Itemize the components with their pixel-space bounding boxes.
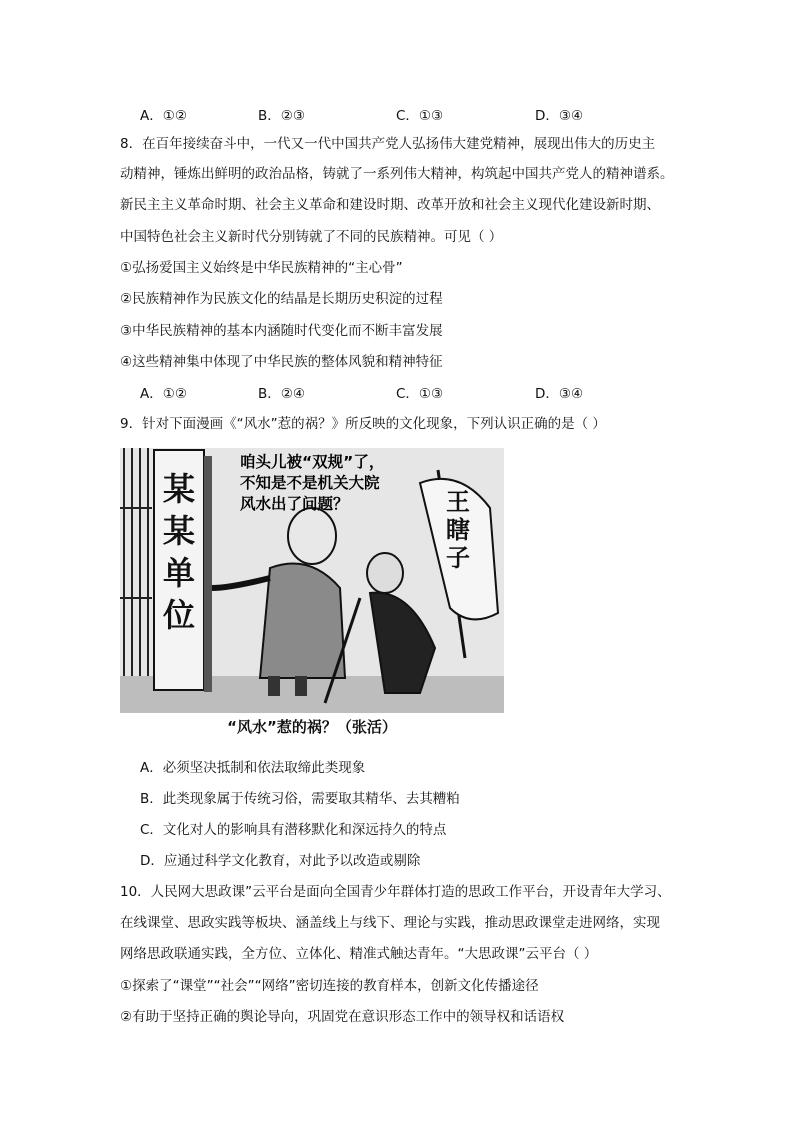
sign-char: 位 [162,596,195,634]
sign-char: 单 [162,554,195,592]
q10-statement-1: ①探索了“课堂”“社会”“网络”密切连接的教育样本，创新文化传播途径 [120,978,539,994]
q10-stem-line-1: 10．人民网大思政课”云平台是面向全国青少年群体打造的思政工作平台，开设青年大学习、 [120,884,671,900]
banner-char: 子 [446,544,470,572]
bubble-line: 不知是不是机关大院 [240,474,380,492]
q7-options [140,104,700,126]
fortune-teller-banner [438,488,478,572]
q10-stem-line-2: 在线课堂、思政实践等板块、涵盖线上与线下、理论与实践，推动思政课堂走进网络，实现 [120,915,660,931]
bubble-line: 咱头儿被“双规”了， [240,453,385,471]
q7-option-b: B．②③ [258,108,305,124]
q9-option-d: D．应通过科学文化教育，对此予以改造或剔除 [140,853,421,869]
cartoon-caption: “风水”惹的祸？（张活） [227,718,397,736]
q8-stem-line-3: 新民主主义革命时期、社会主义革命和建设时期、改革开放和社会主义现代化建设新时期、 [120,197,660,213]
speech-bubble [240,452,440,515]
q8-options [140,382,700,404]
banner-char: 瞎 [446,516,470,544]
q8-stem-line-1: 8．在百年接续奋斗中，一代又一代中国共产党人弘扬伟大建党精神，展现出伟大的历史主 [120,136,656,152]
q8-statement-3: ③中华民族精神的基本内涵随时代变化而不断丰富发展 [120,323,443,339]
q8-option-d: D．③④ [535,386,584,402]
bubble-line: 风水出了问题？ [240,495,349,513]
q7-option-c: C．①③ [396,108,444,124]
q9-option-c: C．文化对人的影响具有潜移默化和深远持久的特点 [140,822,447,838]
banner-char: 王 [446,488,470,516]
q10-stem-line-3: 网络思政联通实践，全方位、立体化、精准式触达青年。“大思政课”云平台（ ） [120,946,598,962]
q8-statement-2: ②民族精神作为民族文化的结晶是长期历史积淀的过程 [120,291,443,307]
q8-option-a: A．①② [140,386,187,402]
q9-option-b: B．此类现象属于传统习俗，需要取其精华、去其糟粕 [140,791,460,807]
q10-statement-2: ②有助于坚持正确的舆论导向，巩固党在意识形态工作中的领导权和话语权 [120,1009,565,1025]
q8-option-c: C．①③ [396,386,444,402]
q7-option-a: A．①② [140,108,187,124]
q7-option-d: D．③④ [535,108,584,124]
q8-stem-line-4: 中国特色社会主义新时代分别铸就了不同的民族精神。可见（ ） [120,229,503,245]
q8-option-b: B．②④ [258,386,305,402]
q8-stem-line-2: 动精神，锤炼出鲜明的政治品格，铸就了一系列伟大精神，构筑起中国共产党人的精神谱系。 [120,166,674,182]
unit-sign [156,468,202,636]
sign-char: 某 [162,512,195,550]
q9-stem: 9．针对下面漫画《“风水”惹的祸？》所反映的文化现象，下列认识正确的是（ ） [120,416,606,432]
q9-option-a: A．必须坚决抵制和依法取缔此类现象 [140,760,366,776]
q8-statement-4: ④这些精神集中体现了中华民族的整体风貌和精神特征 [120,354,443,370]
sign-char: 某 [162,470,195,508]
q8-statement-1: ①弘扬爱国主义始终是中华民族精神的“主心骨” [120,260,403,276]
